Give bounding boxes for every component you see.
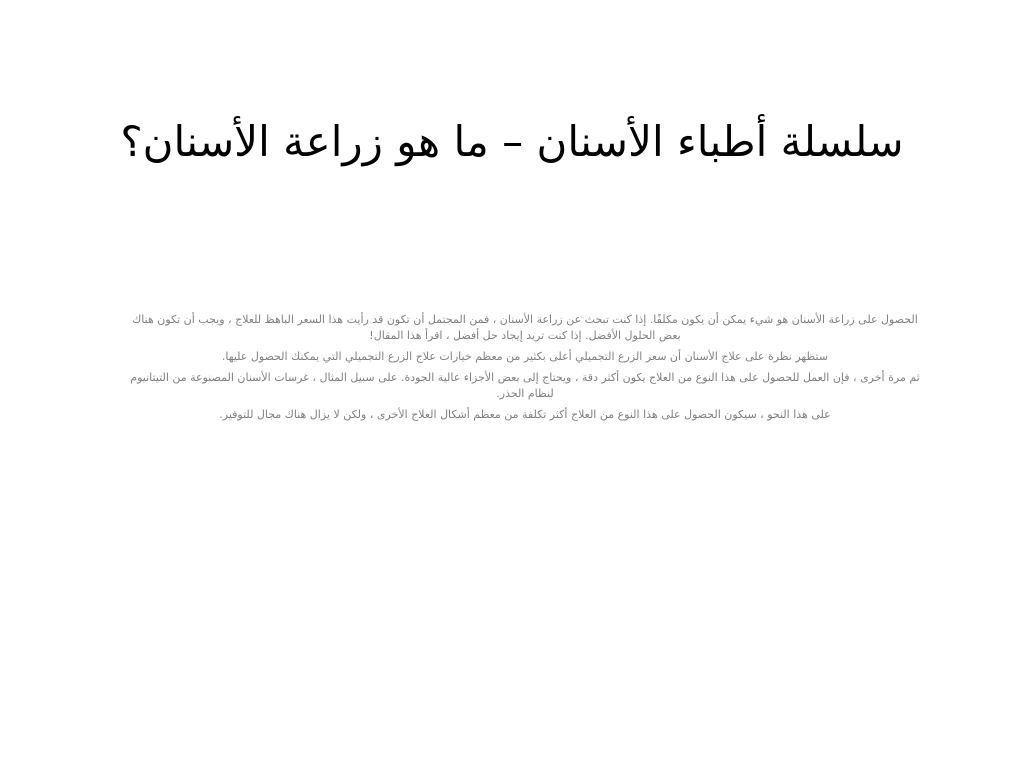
body-paragraph: ثم مرة أخرى ، فإن العمل للحصول على هذا النوع من العلاج يكون أكثر دقة ، ويحتاج إلى بعض الأجزاء عالية الجودة. على سبيل المثال ، غرسات الأسنان المصنوعة من التيتانيوم لنظام الجذر. [130,371,920,400]
body-paragraph: ستظهر نظرة على علاج الأسنان أن سعر الزرع التجميلي أعلى بكثير من معظم خيارات علاج الزرع التجميلي التي يمكنك الحصول عليها. [221,350,829,363]
body-paragraph: الحصول على زراعة الأسنان هو شيء يمكن أن يكون مكلفًا. إذا كنت تبحث عن زراعة الأسنان ، فمن المحتمل أن تكون قد رأيت هذا السعر الباهظ للعلاج ، ويجب أن تكون هناك بعض الحلول الأفضل. إذا كنت تريد إيجاد حل أفضل ، اقرأ هذا المقال! [132,313,918,342]
body-paragraph: على هذا النحو ، سيكون الحصول على هذا النوع من العلاج أكثر تكلفة من معظم أشكال العلاج الأخرى ، ولكن لا يزال هناك مجال للتوفير. [219,408,831,421]
slide-body [120,312,930,428]
slide-title: سلسلة أطباء الأسنان – ما هو زراعة الأسنان؟ [120,117,904,166]
